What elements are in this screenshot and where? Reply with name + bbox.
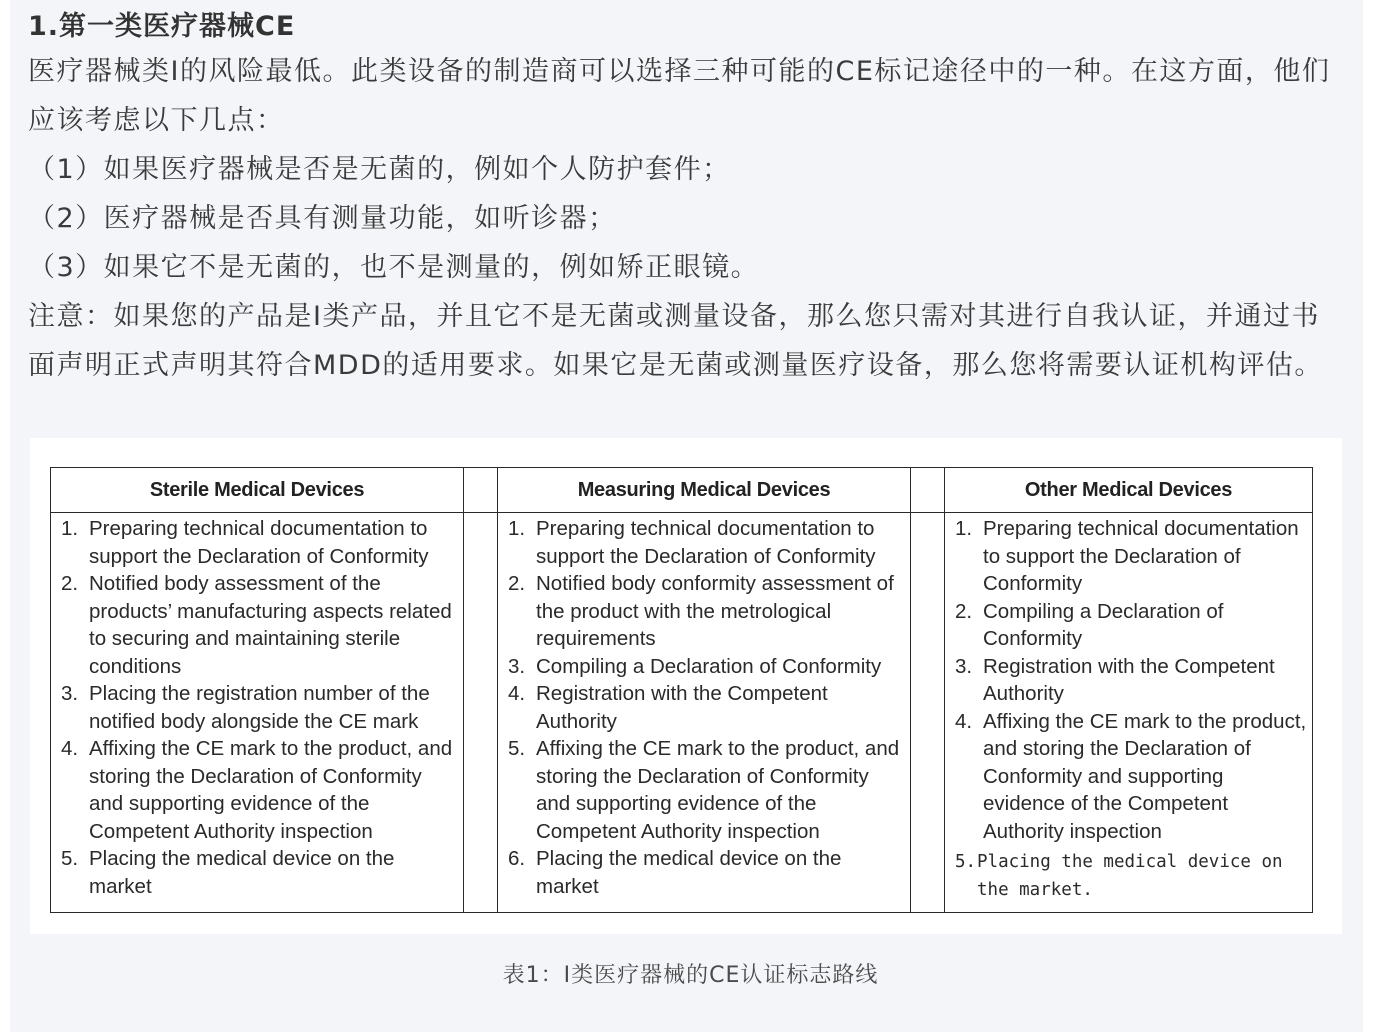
step-number: 1. — [955, 517, 973, 540]
step-number: 4. — [955, 709, 973, 733]
step-text: Affixing the CE mark to the product, and storing the Declaration of Conformity and supporting evidence of the Competent Authority inspection — [983, 709, 1307, 843]
list-item — [508, 515, 906, 570]
list-item — [955, 515, 1308, 598]
step-text: Affixing the CE mark to the product, and storing the Declaration of Conformity and supporting evidence of the Competent Authority inspection — [89, 737, 453, 843]
spacer-cell — [464, 513, 498, 913]
spacer-cell — [911, 513, 945, 913]
list-item — [61, 735, 459, 845]
list-item — [955, 598, 1308, 653]
header-other: Other Medical Devices — [945, 468, 1313, 513]
step-number: 2. — [955, 599, 973, 623]
list-item — [955, 708, 1308, 846]
measuring-steps-list — [498, 515, 910, 900]
list-item — [508, 845, 906, 900]
figure-caption: 表1：I类医疗器械的CE认证标志路线 — [502, 963, 879, 988]
ce-route-table — [50, 467, 1313, 913]
list-item — [61, 515, 459, 570]
list-item — [61, 680, 459, 735]
sterile-steps-cell — [51, 513, 464, 913]
step-text: Placing the medical device on the market — [89, 847, 395, 898]
list-item — [508, 570, 906, 653]
measuring-steps-cell — [498, 513, 911, 913]
step-number: 3. — [508, 654, 526, 678]
list-item — [955, 653, 1308, 708]
list-item — [61, 845, 459, 900]
step-text: Placing the registration number of the notified body alongside the CE mark — [89, 682, 430, 733]
step-number: 2. — [508, 572, 526, 595]
step-number: 5. — [508, 737, 526, 760]
step-text: Notified body assessment of the products’ manufacturing aspects related to securing and maintaining sterile conditions — [89, 572, 452, 678]
ce-route-figure — [30, 438, 1342, 934]
list-item — [508, 653, 906, 681]
point-1: （1）如果医疗器械是否是无菌的，例如个人防护套件； — [28, 154, 731, 185]
step-text: Registration with the Competent Authority — [536, 682, 828, 733]
other-steps-list — [945, 515, 1312, 904]
header-measuring: Measuring Medical Devices — [498, 468, 911, 513]
list-item — [508, 735, 906, 845]
other-steps-cell — [945, 513, 1313, 913]
step-number: 3. — [61, 682, 79, 705]
step-number: 6. — [508, 847, 526, 870]
step-number: 5. — [61, 847, 79, 870]
step-number: 4. — [508, 682, 526, 705]
step-number: 1. — [61, 517, 79, 540]
note-paragraph: 注意：如果您的产品是I类产品，并且它不是无菌或测量设备，那么您只需对其进行自我认证，并通过书面声明正式声明其符合MDD的适用要求。如果它是无菌或测量医疗设备，那么您将需要认证机构评估。 — [28, 301, 1323, 381]
list-item — [955, 848, 1308, 904]
section-heading: 1.第一类医疗器械CE — [28, 11, 296, 42]
table-body-row — [51, 513, 1313, 913]
step-text: Placing the medical device on the market — [536, 847, 842, 898]
step-number: 1. — [508, 517, 526, 540]
point-2: （2）医疗器械是否具有测量功能，如听诊器； — [28, 203, 617, 234]
sterile-steps-list — [51, 515, 463, 900]
step-number: 5. — [955, 852, 977, 872]
step-text: Placing the medical device on the market. — [977, 852, 1283, 900]
step-text: Preparing technical documentation to support the Declaration of Conformity — [983, 517, 1299, 595]
list-item — [508, 680, 906, 735]
step-text: Compiling a Declaration of Conformity — [983, 599, 1224, 650]
step-number: 4. — [61, 737, 79, 760]
list-item — [61, 570, 459, 680]
step-text: Compiling a Declaration of Conformity — [536, 654, 882, 678]
step-text: Affixing the CE mark to the product, and storing the Declaration of Conformity and supporting evidence of the Competent Authority inspection — [536, 737, 900, 843]
step-text: Preparing technical documentation to support the Declaration of Conformity — [89, 517, 429, 568]
step-text: Registration with the Competent Authority — [983, 654, 1275, 705]
spacer-cell — [464, 468, 498, 513]
point-3: （3）如果它不是无菌的，也不是测量的，例如矫正眼镜。 — [28, 252, 760, 283]
step-text: Preparing technical documentation to support the Declaration of Conformity — [536, 517, 876, 568]
header-sterile: Sterile Medical Devices — [51, 468, 464, 513]
table-header-row — [51, 468, 1313, 513]
intro-paragraph: 医疗器械类I的风险最低。此类设备的制造商可以选择三种可能的CE标记途径中的一种。在这方面，他们应该考虑以下几点： — [28, 56, 1331, 136]
step-text: Notified body conformity assessment of the product with the metrological requirements — [536, 572, 894, 650]
spacer-cell — [911, 468, 945, 513]
step-number: 2. — [61, 572, 79, 595]
step-number: 3. — [955, 654, 973, 678]
